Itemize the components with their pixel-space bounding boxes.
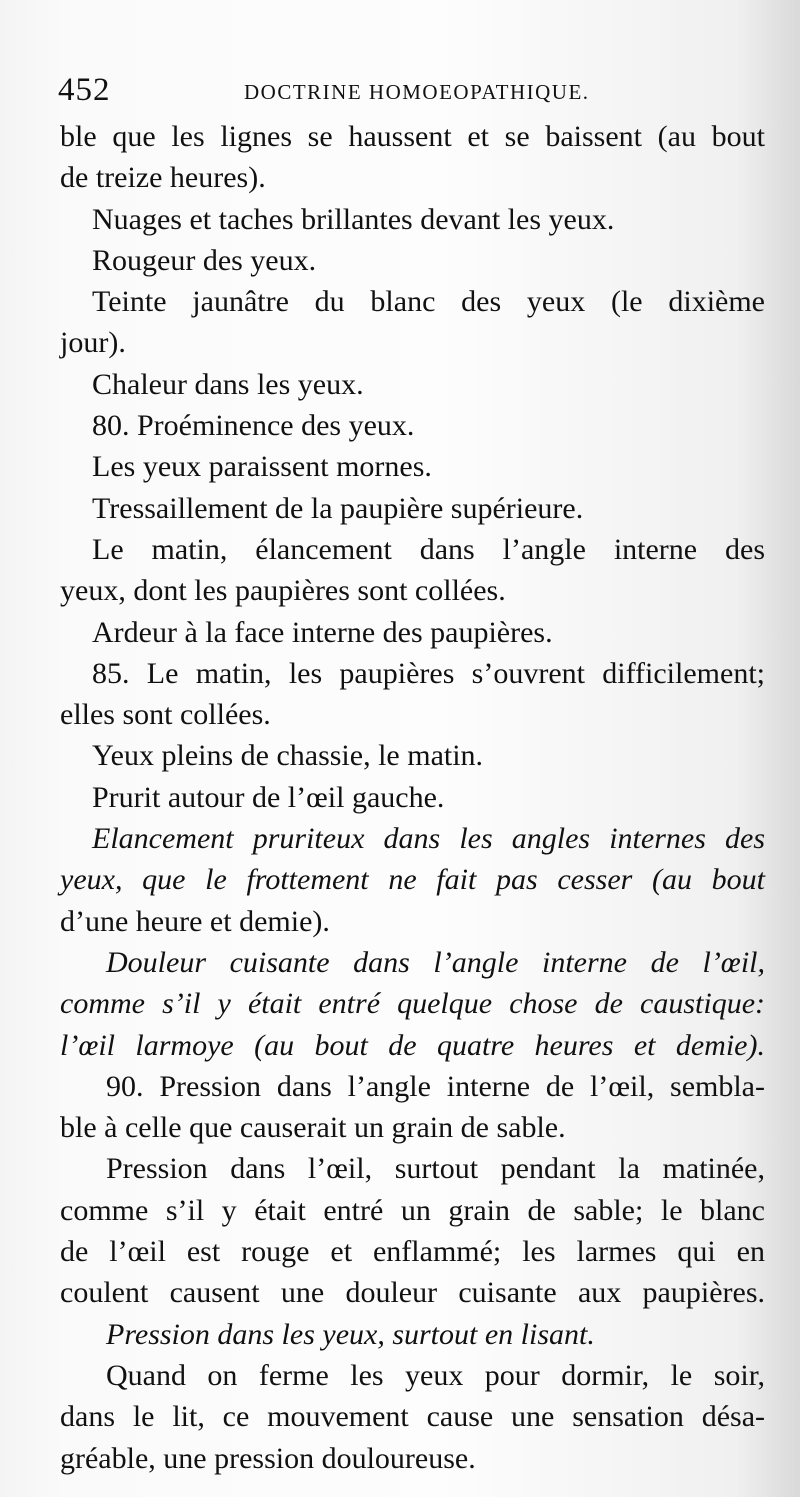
text-line: Prurit autour de l’œil gauche.: [92, 780, 445, 814]
text-line: Pression dans l’œil, surtout pendant la matinée,: [106, 1152, 765, 1186]
text-line: Chaleur dans les yeux.: [92, 367, 364, 401]
text-line: comme s’il y était entré un grain de sable; le blanc: [60, 1193, 765, 1227]
text-line: de treize heures).: [60, 161, 266, 195]
text-line: Douleur cuisante dans l’angle interne de l’œil,: [106, 945, 765, 979]
text-line: Teinte jaunâtre du blanc des yeux (le dixième: [92, 285, 765, 319]
text-line: Yeux pleins de chassie, le matin.: [92, 739, 484, 773]
text-line: de l’œil est rouge et enflammé; les larmes qui en: [60, 1235, 765, 1269]
text-line: elles sont collées.: [60, 698, 271, 732]
text-line: yeux, que le frottement ne fait pas cesser (au bout: [60, 863, 765, 897]
text-line: comme s’il y était entré quelque chose de caustique:: [60, 987, 765, 1021]
text-line: Nuages et taches brillantes devant les yeux.: [92, 202, 615, 236]
page-header: [58, 72, 758, 112]
text-line: Ardeur à la face interne des paupières.: [92, 615, 553, 649]
text-line: 85. Le matin, les paupières s’ouvrent difficilement;: [92, 656, 765, 690]
text-line: yeux, dont les paupières sont collées.: [60, 574, 506, 608]
text-line: jour).: [60, 326, 126, 360]
body-text: [60, 116, 765, 1479]
text-line: 80. Proéminence des yeux.: [92, 409, 415, 443]
text-line: gréable, une pression douloureuse.: [60, 1441, 476, 1475]
text-line: Le matin, élancement dans l’angle interne des: [92, 532, 765, 566]
text-line: Elancement pruriteux dans les angles internes des: [92, 822, 765, 856]
text-line: l’œil larmoye (au bout de quatre heures et demie).: [60, 1028, 765, 1062]
text-line: Quand on ferme les yeux pour dormir, le soir,: [106, 1358, 765, 1392]
text-line: Tressaillement de la paupière supérieure.: [92, 491, 584, 525]
text-line: 90. Pression dans l’angle interne de l’œil, sembla-: [106, 1069, 765, 1103]
text-line: ble que les lignes se haussent et se baissent (au bout: [60, 120, 765, 153]
text-line: dans le lit, ce mouvement cause une sensation désa-: [60, 1400, 765, 1434]
text-line: coulent causent une douleur cuisante aux paupières.: [60, 1276, 765, 1310]
text-line: d’une heure et demie).: [60, 904, 330, 938]
text-line: ble à celle que causerait un grain de sable.: [60, 1111, 566, 1145]
text-line: Les yeux paraissent mornes.: [92, 450, 432, 484]
page-number: 452: [58, 72, 111, 108]
running-head: DOCTRINE HOMOEOPATHIQUE.: [244, 80, 590, 104]
text-line: Rougeur des yeux.: [92, 243, 317, 277]
text-line: Pression dans les yeux, surtout en lisant.: [106, 1317, 595, 1351]
